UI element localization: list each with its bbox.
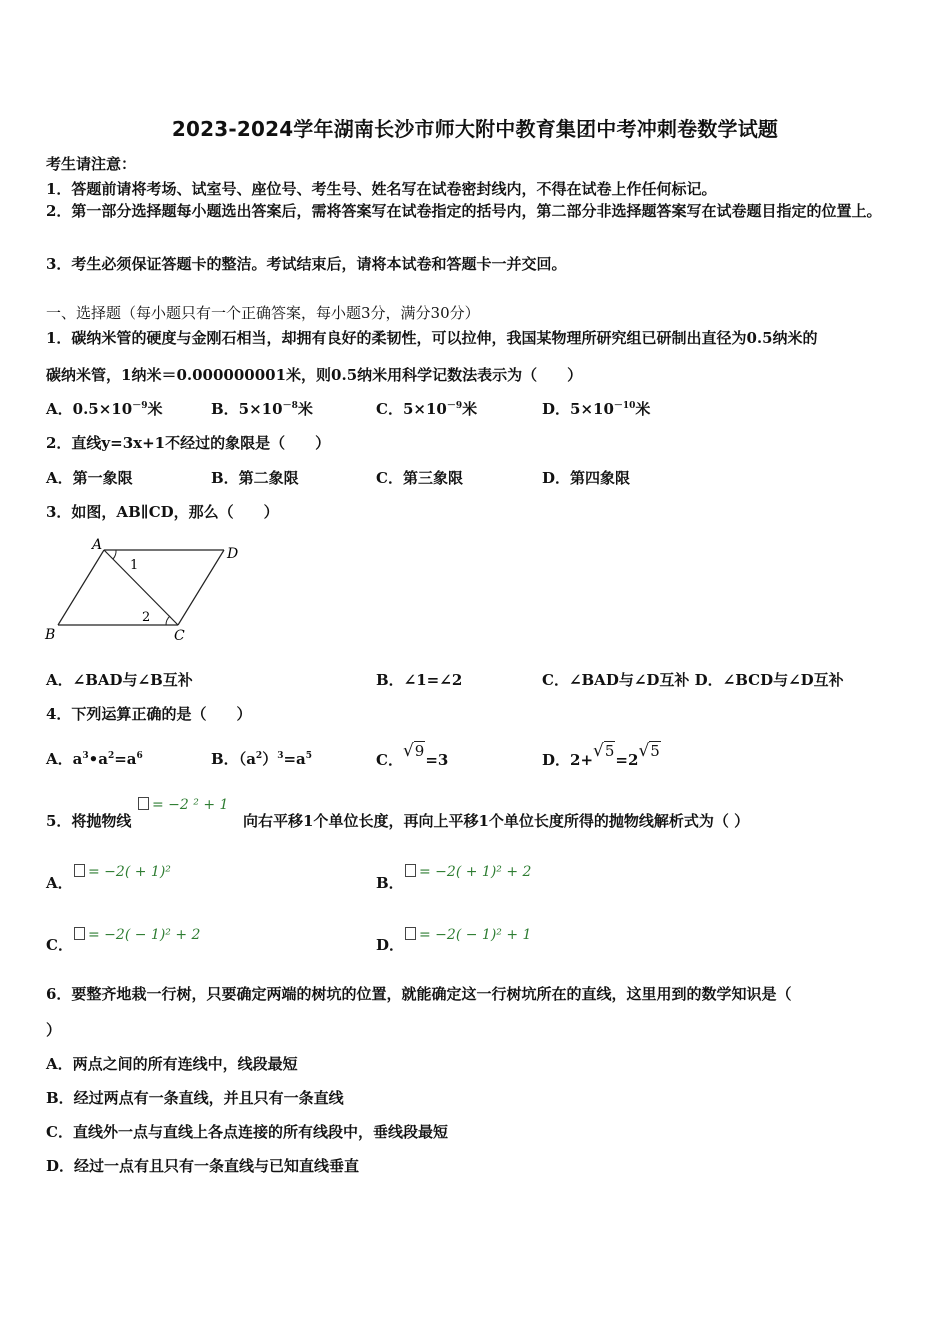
- vertex-a-label: A: [92, 537, 103, 553]
- q3-option-a: A．∠BAD与∠B互补: [46, 671, 193, 689]
- segment-ac: [104, 550, 178, 625]
- q5-option-b-label: B．: [376, 874, 404, 892]
- segment-ab: [58, 550, 104, 625]
- notice-item-3: 3．考生必须保证答题卡的整洁。考试结束后，请将本试卷和答题卡一并交回。: [46, 255, 567, 273]
- q5-option-c-formula: = −2( − 1)² + 2: [74, 925, 200, 943]
- vertex-b-label: B: [45, 627, 56, 643]
- q5-option-d-formula: = −2( − 1)² + 1: [405, 925, 531, 943]
- q3-option-b: B．∠1=∠2: [376, 671, 463, 689]
- q2-option-a: A．第一象限: [46, 469, 133, 487]
- q1-option-d: D．$5\times 10^{-10}$米: [542, 400, 651, 418]
- variable-placeholder-icon: [405, 864, 416, 877]
- angle-1-arc: [113, 550, 116, 559]
- q5-option-c-label: C．: [46, 936, 73, 954]
- q2-option-b: B．第二象限: [211, 469, 299, 487]
- sqrt-5-right: √5: [638, 741, 660, 761]
- q6-option-d: D．经过一点有且只有一条直线与已知直线垂直: [46, 1157, 360, 1175]
- q1-option-c: C．$5\times 10^{-9}$米: [376, 400, 478, 418]
- q4-option-b: B．$(a^2)^3=a^5$: [211, 750, 313, 768]
- variable-placeholder-icon: [138, 797, 149, 810]
- variable-placeholder-icon: [74, 864, 85, 877]
- q4-option-c: C．√9=3: [376, 741, 449, 769]
- angle-2-label: 2: [142, 610, 151, 625]
- q5-option-a-label: A．: [46, 874, 73, 892]
- q1-option-a: A．$0.5\times 10^{-9}$米: [46, 400, 163, 418]
- q6-stem-line2: ）: [46, 1021, 62, 1039]
- vertex-c-label: C: [174, 628, 185, 644]
- q5-stem-post: 向右平移1个单位长度，再向上平移1个单位长度所得的抛物线解析式为（ ）: [243, 812, 750, 830]
- variable-placeholder-icon: [74, 927, 85, 940]
- notice-item-2: 2．第一部分选择题每小题选出答案后，需将答案写在试卷指定的括号内，第二部分非选择题答案写在试卷题目指定的位置上。: [46, 202, 882, 220]
- sqrt-9: √9: [402, 741, 425, 761]
- q1-option-b: B．$5\times 10^{-8}$米: [211, 400, 313, 418]
- angle-1-label: 1: [130, 558, 139, 573]
- q5-original-parabola: = −2 ² + 1: [138, 795, 228, 813]
- q3-option-c-d: C．∠BAD与∠D互补 D．∠BCD与∠D互补: [542, 671, 844, 689]
- q1-stem-line2: 碳纳米管，1纳米＝0.000000001米，则0.5纳米用科学记数法表示为（ ）: [46, 366, 583, 384]
- q5-stem-pre: 5．将抛物线: [46, 812, 132, 830]
- vertex-d-label: D: [227, 546, 239, 562]
- sqrt-5-left: √5: [593, 741, 615, 761]
- q1-stem-line1: 1．碳纳米管的硬度与金刚石相当，却拥有良好的柔韧性，可以拉伸，我国某物理所研究组已研制出直径为0.5纳米的: [46, 329, 818, 347]
- q3-stem: 3．如图，AB∥CD，那么（ ）: [46, 503, 279, 521]
- q4-stem: 4．下列运算正确的是（ ）: [46, 705, 252, 723]
- section-heading: 一、选择题（每小题只有一个正确答案，每小题3分，满分30分）: [46, 304, 480, 322]
- parallelogram-figure: [44, 536, 248, 646]
- q6-stem-line1: 6．要整齐地栽一行树，只要确定两端的树坑的位置，就能确定这一行树坑所在的直线，这里用到的数学知识是（: [46, 985, 792, 1003]
- q5-option-a-formula: = −2( + 1)²: [74, 862, 171, 880]
- q6-option-a: A．两点之间的所有连线中，线段最短: [46, 1055, 298, 1073]
- q6-option-b: B．经过两点有一条直线，并且只有一条直线: [46, 1089, 344, 1107]
- q6-option-c: C．直线外一点与直线上各点连接的所有线段中，垂线段最短: [46, 1123, 448, 1141]
- q2-option-d: D．第四象限: [542, 469, 631, 487]
- q2-stem: 2．直线y=3x+1不经过的象限是（ ）: [46, 434, 331, 452]
- q5-option-d-label: D．: [376, 936, 405, 954]
- q4-option-d: D．2+√5=2√5: [542, 741, 660, 769]
- notice-item-1: 1．答题前请将考场、试室号、座位号、考生号、姓名写在试卷密封线内，不得在试卷上作任何标记。: [46, 180, 717, 198]
- exam-title: 2023-2024学年湖南长沙市师大附中教育集团中考冲刺卷数学试题: [171, 117, 779, 141]
- variable-placeholder-icon: [405, 927, 416, 940]
- q2-option-c: C．第三象限: [376, 469, 463, 487]
- q5-option-b-formula: = −2( + 1)² + 2: [405, 862, 531, 880]
- angle-2-arc: [166, 616, 170, 625]
- notice-heading: 考生请注意：: [46, 155, 137, 173]
- q4-option-a: A．$a^3•a^2=a^6$: [46, 750, 143, 768]
- segment-cd: [178, 550, 224, 625]
